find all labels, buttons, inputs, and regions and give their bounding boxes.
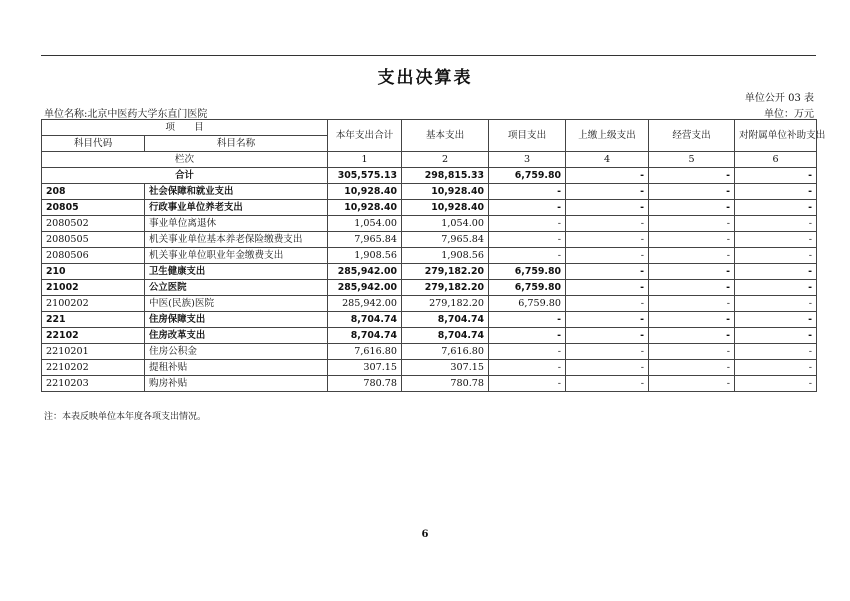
total-value: 298,815.33 bbox=[402, 168, 489, 184]
row-name: 住房改革支出 bbox=[145, 328, 328, 344]
row-value: - bbox=[566, 296, 649, 312]
row-value: 10,928.40 bbox=[328, 184, 402, 200]
row-value: 285,942.00 bbox=[328, 296, 402, 312]
row-name: 购房补贴 bbox=[145, 376, 328, 392]
row-name: 中医(民族)医院 bbox=[145, 296, 328, 312]
table-row bbox=[42, 328, 817, 344]
row-value: - bbox=[489, 216, 566, 232]
row-value: 780.78 bbox=[328, 376, 402, 392]
table-row bbox=[42, 360, 817, 376]
row-code: 2080502 bbox=[42, 216, 145, 232]
row-value: - bbox=[566, 216, 649, 232]
row-code: 2210202 bbox=[42, 360, 145, 376]
row-name: 提租补贴 bbox=[145, 360, 328, 376]
row-value: - bbox=[489, 232, 566, 248]
row-value: - bbox=[735, 360, 817, 376]
total-value: 305,575.13 bbox=[328, 168, 402, 184]
row-value: - bbox=[735, 376, 817, 392]
row-value: 6,759.80 bbox=[489, 264, 566, 280]
row-value: 1,908.56 bbox=[402, 248, 489, 264]
row-code: 2080506 bbox=[42, 248, 145, 264]
seq-row bbox=[42, 152, 817, 168]
row-value: 8,704.74 bbox=[402, 328, 489, 344]
row-value: - bbox=[566, 328, 649, 344]
row-value: - bbox=[566, 232, 649, 248]
row-value: - bbox=[489, 328, 566, 344]
header-col-2: 基本支出 bbox=[402, 120, 489, 152]
total-value: - bbox=[649, 168, 735, 184]
row-value: - bbox=[566, 360, 649, 376]
seq-number: 4 bbox=[566, 152, 649, 168]
page-title: 支出决算表 bbox=[377, 68, 473, 88]
total-row bbox=[42, 168, 817, 184]
row-value: - bbox=[649, 376, 735, 392]
total-value: - bbox=[566, 168, 649, 184]
row-code: 208 bbox=[42, 184, 145, 200]
row-code: 20805 bbox=[42, 200, 145, 216]
unit-name: 单位名称:北京中医药大学东直门医院 bbox=[44, 109, 208, 120]
row-value: - bbox=[649, 184, 735, 200]
header-group: 项 目 bbox=[42, 120, 328, 136]
row-value: - bbox=[735, 200, 817, 216]
row-value: - bbox=[649, 280, 735, 296]
row-code: 22102 bbox=[42, 328, 145, 344]
row-value: - bbox=[489, 344, 566, 360]
row-code: 2210201 bbox=[42, 344, 145, 360]
header-name: 科目名称 bbox=[145, 136, 328, 152]
row-value: - bbox=[566, 280, 649, 296]
row-value: - bbox=[649, 296, 735, 312]
row-code: 2210203 bbox=[42, 376, 145, 392]
header-code: 科目代码 bbox=[42, 136, 145, 152]
table-row bbox=[42, 232, 817, 248]
row-value: - bbox=[735, 264, 817, 280]
row-value: - bbox=[489, 184, 566, 200]
row-value: - bbox=[649, 232, 735, 248]
header-col-3: 项目支出 bbox=[489, 120, 566, 152]
row-value: 7,965.84 bbox=[402, 232, 489, 248]
row-code: 21002 bbox=[42, 280, 145, 296]
seq-number: 2 bbox=[402, 152, 489, 168]
row-value: - bbox=[566, 376, 649, 392]
table-row bbox=[42, 216, 817, 232]
table-row bbox=[42, 184, 817, 200]
page-number: 6 bbox=[421, 529, 429, 540]
row-value: - bbox=[566, 312, 649, 328]
table-row bbox=[42, 200, 817, 216]
header-col-6: 对附属单位补助支出 bbox=[735, 120, 817, 152]
row-value: - bbox=[566, 184, 649, 200]
row-value: 285,942.00 bbox=[328, 280, 402, 296]
row-name: 机关事业单位基本养老保险缴费支出 bbox=[145, 232, 328, 248]
row-name: 事业单位离退休 bbox=[145, 216, 328, 232]
row-name: 卫生健康支出 bbox=[145, 264, 328, 280]
row-name: 机关事业单位职业年金缴费支出 bbox=[145, 248, 328, 264]
row-value: - bbox=[649, 312, 735, 328]
row-value: 6,759.80 bbox=[489, 280, 566, 296]
row-name: 社会保障和就业支出 bbox=[145, 184, 328, 200]
row-value: - bbox=[566, 264, 649, 280]
header-col-5: 经营支出 bbox=[649, 120, 735, 152]
row-code: 210 bbox=[42, 264, 145, 280]
row-value: - bbox=[735, 344, 817, 360]
table-note: 注：本表反映单位本年度各项支出情况。 bbox=[44, 412, 207, 422]
row-value: - bbox=[566, 344, 649, 360]
row-value: 8,704.74 bbox=[402, 312, 489, 328]
row-value: - bbox=[735, 296, 817, 312]
seq-number: 1 bbox=[328, 152, 402, 168]
row-value: - bbox=[489, 376, 566, 392]
row-value: - bbox=[566, 248, 649, 264]
row-code: 2080505 bbox=[42, 232, 145, 248]
table-row bbox=[42, 280, 817, 296]
table-row bbox=[42, 296, 817, 312]
row-value: 1,908.56 bbox=[328, 248, 402, 264]
table-row bbox=[42, 264, 817, 280]
row-code: 2100202 bbox=[42, 296, 145, 312]
row-value: - bbox=[649, 216, 735, 232]
row-name: 住房保障支出 bbox=[145, 312, 328, 328]
seq-label: 栏次 bbox=[42, 152, 328, 168]
row-value: - bbox=[649, 328, 735, 344]
row-value: - bbox=[735, 216, 817, 232]
row-value: 307.15 bbox=[402, 360, 489, 376]
row-value: 279,182.20 bbox=[402, 264, 489, 280]
row-value: 10,928.40 bbox=[402, 184, 489, 200]
seq-number: 5 bbox=[649, 152, 735, 168]
table-row bbox=[42, 312, 817, 328]
row-name: 行政事业单位养老支出 bbox=[145, 200, 328, 216]
seq-number: 6 bbox=[735, 152, 817, 168]
currency-unit: 单位：万元 bbox=[764, 109, 814, 120]
row-value: - bbox=[735, 184, 817, 200]
row-value: - bbox=[489, 312, 566, 328]
row-value: - bbox=[735, 328, 817, 344]
row-value: 1,054.00 bbox=[328, 216, 402, 232]
row-value: 1,054.00 bbox=[402, 216, 489, 232]
row-value: 10,928.40 bbox=[402, 200, 489, 216]
row-value: 7,616.80 bbox=[328, 344, 402, 360]
total-value: 6,759.80 bbox=[489, 168, 566, 184]
row-value: - bbox=[489, 200, 566, 216]
top-rule bbox=[41, 55, 816, 56]
row-value: - bbox=[649, 248, 735, 264]
row-value: 285,942.00 bbox=[328, 264, 402, 280]
form-number: 单位公开 03 表 bbox=[744, 93, 814, 104]
header-col-4: 上缴上级支出 bbox=[566, 120, 649, 152]
row-value: - bbox=[735, 248, 817, 264]
row-value: - bbox=[649, 200, 735, 216]
row-name: 公立医院 bbox=[145, 280, 328, 296]
row-value: - bbox=[566, 200, 649, 216]
row-value: 8,704.74 bbox=[328, 312, 402, 328]
row-value: 8,704.74 bbox=[328, 328, 402, 344]
row-value: - bbox=[649, 360, 735, 376]
row-value: 279,182.20 bbox=[402, 280, 489, 296]
header-col-1: 本年支出合计 bbox=[328, 120, 402, 152]
row-value: - bbox=[489, 248, 566, 264]
row-value: 10,928.40 bbox=[328, 200, 402, 216]
row-value: 6,759.80 bbox=[489, 296, 566, 312]
row-value: - bbox=[735, 312, 817, 328]
table-row bbox=[42, 248, 817, 264]
total-label: 合计 bbox=[42, 168, 328, 184]
table-row bbox=[42, 344, 817, 360]
expenditure-table bbox=[41, 119, 826, 392]
total-value: - bbox=[735, 168, 817, 184]
row-value: - bbox=[649, 344, 735, 360]
row-value: 780.78 bbox=[402, 376, 489, 392]
row-value: 279,182.20 bbox=[402, 296, 489, 312]
row-value: 7,616.80 bbox=[402, 344, 489, 360]
seq-number: 3 bbox=[489, 152, 566, 168]
row-code: 221 bbox=[42, 312, 145, 328]
row-value: - bbox=[649, 264, 735, 280]
row-value: - bbox=[489, 360, 566, 376]
table-row bbox=[42, 376, 817, 392]
row-name: 住房公积金 bbox=[145, 344, 328, 360]
row-value: - bbox=[735, 280, 817, 296]
row-value: 307.15 bbox=[328, 360, 402, 376]
row-value: 7,965.84 bbox=[328, 232, 402, 248]
row-value: - bbox=[735, 232, 817, 248]
